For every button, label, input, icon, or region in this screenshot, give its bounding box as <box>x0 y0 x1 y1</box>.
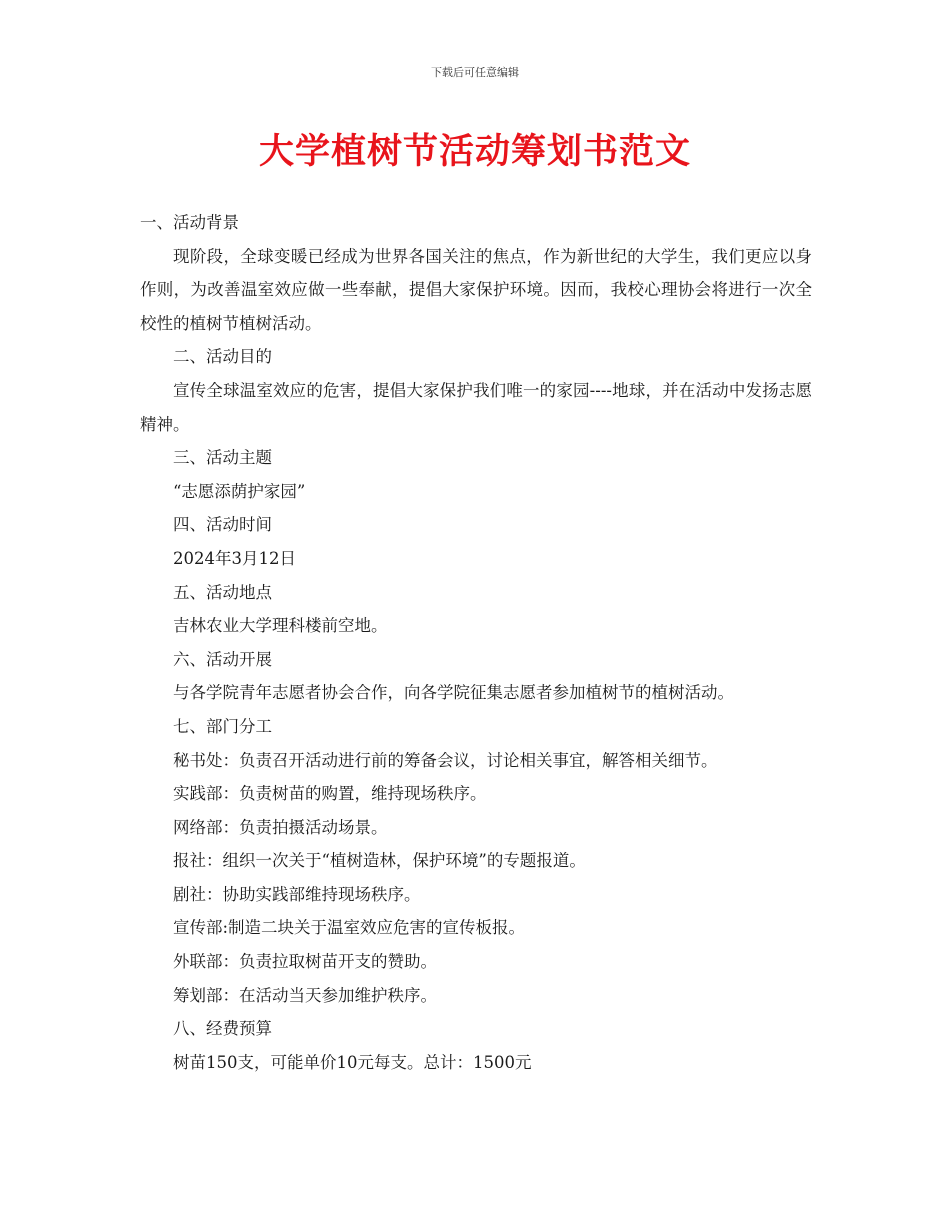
section-body-time: 2024年3月12日 <box>173 548 296 568</box>
section-heading-location: 五、活动地点 <box>173 582 272 602</box>
division-item: 剧社：协助实践部维持现场秩序。 <box>173 884 421 904</box>
header-note: 下载后可任意编辑 <box>431 66 519 79</box>
section-heading-division: 七、部门分工 <box>173 716 272 736</box>
section-heading-theme: 三、活动主题 <box>173 448 272 468</box>
division-item: 实践部：负责树苗的购置，维持现场秩序。 <box>173 784 487 804</box>
section-body-background: 现阶段，全球变暖已经成为世界各国关注的焦点，作为新世纪的大学生，我们更应以身作则，为改善温室效应做一些奉献，提倡大家保护环境。因而，我校心理协会将进行一次全校性的植树节植树活动。 <box>140 246 812 333</box>
section-heading-purpose: 二、活动目的 <box>173 347 272 367</box>
section-heading-execution: 六、活动开展 <box>173 649 272 669</box>
section-body-execution: 与各学院青年志愿者协会合作，向各学院征集志愿者参加植树节的植树活动。 <box>173 683 734 703</box>
document-body <box>140 206 812 1079</box>
division-item: 报社：组织一次关于“植树造林，保护环境”的专题报道。 <box>173 851 586 871</box>
section-body-location: 吉林农业大学理科楼前空地。 <box>173 616 388 636</box>
division-item: 网络部：负责拍摄活动场景。 <box>173 817 388 837</box>
division-item: 筹划部：在活动当天参加维护秩序。 <box>173 985 437 1005</box>
division-item: 外联部：负责拉取树苗开支的赞助。 <box>173 952 437 972</box>
section-body-purpose: 宣传全球温室效应的危害，提倡大家保护我们唯一的家园----地球，并在活动中发扬志愿精神。 <box>140 380 812 434</box>
division-item: 宣传部:制造二块关于温室效应危害的宣传板报。 <box>173 918 526 938</box>
section-heading-time: 四、活动时间 <box>173 515 272 535</box>
division-item: 秘书处：负责召开活动进行前的筹备会议，讨论相关事宜，解答相关细节。 <box>173 750 718 770</box>
section-body-theme: “志愿添荫护家园” <box>173 481 306 501</box>
document-title: 大学植树节活动筹划书范文 <box>258 131 691 172</box>
section-heading-budget: 八、经费预算 <box>173 1019 272 1039</box>
section-body-budget: 树苗150支，可能单价10元每支。总计：1500元 <box>173 1052 532 1072</box>
section-heading-background: 一、活动背景 <box>140 213 239 232</box>
